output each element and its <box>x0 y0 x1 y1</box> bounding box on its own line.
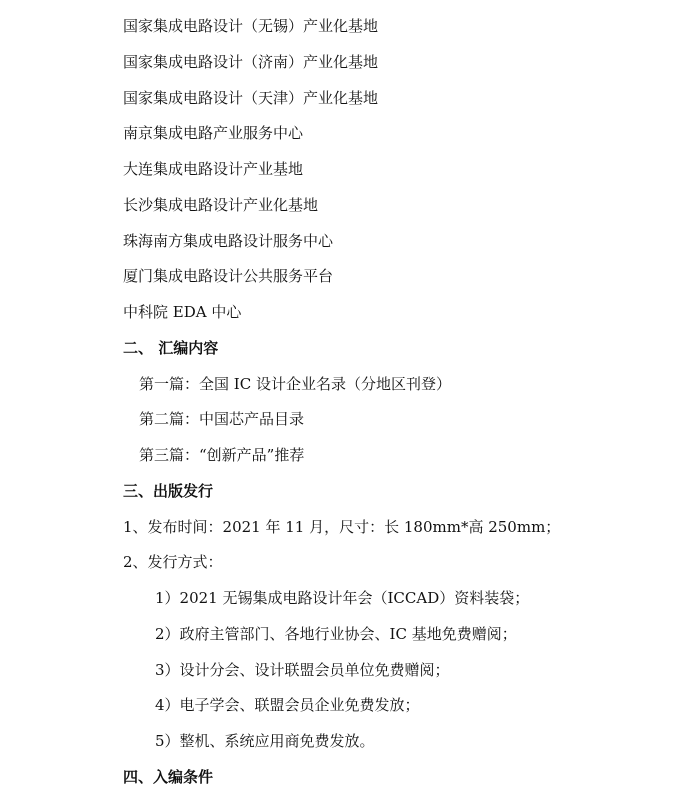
base-item: 国家集成电路设计（无锡）产业化基地 <box>123 17 379 35</box>
base-item: 国家集成电路设计（天津）产业化基地 <box>123 89 379 107</box>
base-item: 长沙集成电路设计产业化基地 <box>123 196 319 214</box>
base-item: 中科院 EDA 中心 <box>123 303 242 321</box>
distribution-method-label: 2、发行方式： <box>123 553 223 571</box>
section-heading-publishing: 三、出版发行 <box>123 482 214 500</box>
section-heading-inclusion-conditions: 四、入编条件 <box>123 768 214 786</box>
base-item: 珠海南方集成电路设计服务中心 <box>123 232 334 250</box>
section-heading-compilation: 二、 汇编内容 <box>123 339 219 357</box>
distribution-method-item: 4）电子学会、联盟会员企业免费发放； <box>155 696 420 714</box>
base-item: 厦门集成电路设计公共服务平台 <box>123 267 334 285</box>
distribution-method-item: 3）设计分会、设计联盟会员单位免费赠阅； <box>155 661 450 679</box>
distribution-method-item: 5）整机、系统应用商免费发放。 <box>155 732 375 750</box>
publish-time-line: 1、发布时间：2021 年 11 月，尺寸：长 180mm*高 250mm； <box>123 518 561 536</box>
distribution-method-item: 1）2021 无锡集成电路设计年会（ICCAD）资料装袋； <box>155 589 530 607</box>
base-item: 大连集成电路设计产业基地 <box>123 160 304 178</box>
compilation-item: 第二篇：中国芯产品目录 <box>139 410 305 428</box>
distribution-method-item: 2）政府主管部门、各地行业协会、IC 基地免费赠阅； <box>155 625 517 643</box>
base-item: 国家集成电路设计（济南）产业化基地 <box>123 53 379 71</box>
compilation-item: 第三篇：“创新产品”推荐 <box>139 446 305 464</box>
compilation-item: 第一篇：全国 IC 设计企业名录（分地区刊登） <box>139 375 451 393</box>
base-item: 南京集成电路产业服务中心 <box>123 124 304 142</box>
